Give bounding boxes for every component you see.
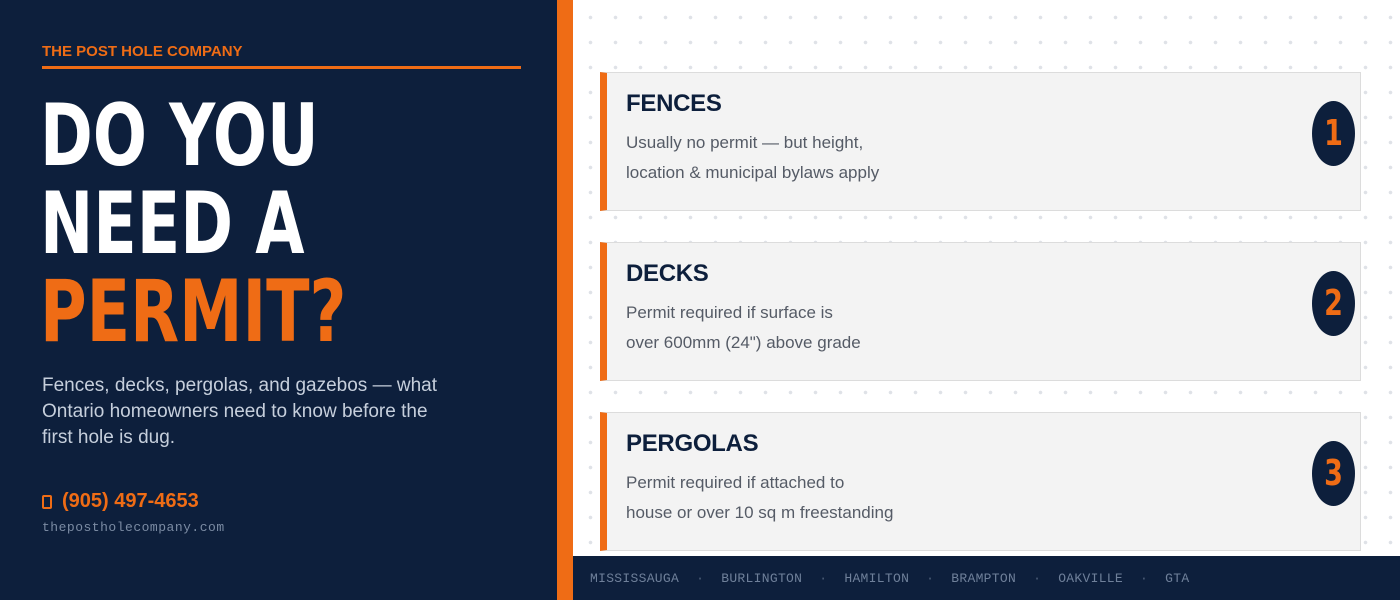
badge-number: 1 <box>1324 113 1343 154</box>
headline-line-2: NEED A <box>40 174 305 274</box>
brand-underline <box>42 66 521 69</box>
city-gta: GTA <box>1165 570 1190 586</box>
badge-number: 2 <box>1324 283 1343 324</box>
card-description-line-1: Permit required if surface is <box>626 303 833 322</box>
city-burlington: BURLINGTON <box>721 570 803 586</box>
separator: · <box>696 570 705 586</box>
card-title: PERGOLAS <box>626 430 759 457</box>
phone-icon <box>42 495 52 509</box>
right-panel <box>573 0 1400 556</box>
orange-divider <box>557 0 573 600</box>
card-fences <box>600 72 1361 211</box>
card-decks <box>600 242 1361 381</box>
service-area-bar <box>573 556 1400 600</box>
separator: · <box>926 570 935 586</box>
card-description-line-2: location & municipal bylaws apply <box>626 163 880 182</box>
card-description-line-1: Usually no permit — but height, <box>626 133 864 152</box>
city-oakville: OAKVILLE <box>1058 570 1124 586</box>
card-description-line-1: Permit required if attached to <box>626 473 845 492</box>
card-description-line-2: house or over 10 sq m freestanding <box>626 503 894 522</box>
phone-link[interactable] <box>42 490 199 513</box>
number-badge <box>1312 441 1355 506</box>
separator: · <box>819 570 828 586</box>
card-pergolas <box>600 412 1361 551</box>
website-link[interactable]: thepostholecompany.com <box>42 520 225 535</box>
city-mississauga: MISSISSAUGA <box>590 570 680 586</box>
brand-name: THE POST HOLE COMPANY <box>42 43 243 60</box>
headline-line-3: PERMIT? <box>40 262 347 362</box>
headline-line-1: DO YOU <box>40 86 319 186</box>
city-hamilton: HAMILTON <box>844 570 910 586</box>
left-panel <box>0 0 557 600</box>
city-brampton: BRAMPTON <box>951 570 1017 586</box>
card-description-line-2: over 600mm (24") above grade <box>626 333 861 352</box>
separator: · <box>1140 570 1149 586</box>
card-title: DECKS <box>626 260 709 287</box>
subtitle: Fences, decks, pergolas, and gazebos — what Ontario homeowners need to know before the first hole is dug. <box>42 375 438 448</box>
headline <box>40 86 347 362</box>
card-title: FENCES <box>626 90 722 117</box>
badge-number: 3 <box>1324 453 1343 494</box>
separator: · <box>1033 570 1042 586</box>
number-badge <box>1312 101 1355 166</box>
phone-number: (905) 497-4653 <box>62 490 199 512</box>
number-badge <box>1312 271 1355 336</box>
